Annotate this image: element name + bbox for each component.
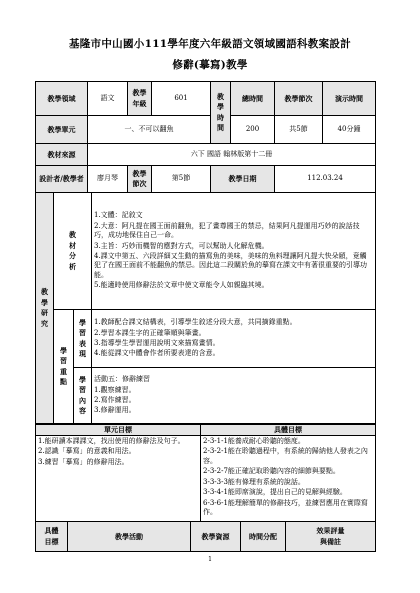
list-item: 2-3-2-7能正確記取聆聽內容的細節與要點。 (203, 467, 340, 476)
domain-label: 教學領域 (36, 82, 88, 116)
total-time-value: 200 (231, 116, 275, 144)
list-item: 1.能研讀本課課文，找出使用的修辭法及句子。 (38, 437, 185, 445)
designer-value: 廖月琴 (88, 166, 128, 193)
goals-table (35, 424, 376, 522)
list-item: 2.寫作練習。 (94, 396, 136, 404)
evaluation-col: 效果評量 與備註 (286, 522, 376, 552)
list-item: 3.主旨：巧妙而機智的應對方式，可以幫助人化解危機。 (94, 241, 269, 250)
list-item: 3-3-3-3能有條理有系統的說話。 (203, 477, 305, 486)
performance-content (92, 310, 376, 368)
performance-label: 學 習 表 現 (74, 310, 92, 368)
section-label: 教學節次 (275, 82, 323, 116)
list-item: 5.能適時使用修辭法於文章中使文章能令人如親臨其境。 (94, 281, 269, 290)
date-label: 教學日期 (211, 166, 275, 193)
activity-col: 教學活動 (68, 522, 191, 552)
content-label: 學 習 內 容 (74, 368, 92, 424)
specific-goals (201, 436, 376, 522)
material-label: 教材來源 (36, 144, 88, 166)
material-value: 六下 國語 翰林版第十二冊 (88, 144, 376, 166)
designer-label: 設計者/教學者 (36, 166, 88, 193)
list-item: 2.認識「摹寫」的意義和用法。 (38, 447, 136, 456)
list-item: 2-3-1-1能養成耐心聆聽的態度。 (203, 437, 305, 445)
grade-value: 601 (152, 82, 211, 116)
list-item: 3-3-4-1能即席演說，提出自己的見解與經驗。 (203, 488, 347, 497)
list-item: 6-3-6-1能理解簡單的修辭技巧，並練習應用在實際寫作。 (203, 498, 368, 517)
demo-time-label: 演示時間 (323, 82, 376, 116)
list-item: 1.觀察練習。 (94, 385, 136, 394)
material-analysis-label: 教 材 分 析 (54, 193, 92, 310)
document-title: 基隆市中山國小111學年度六年級語文領域國語科教案設計 (68, 38, 352, 50)
material-analysis-content (92, 193, 376, 310)
list-item: 活動五：修辭練習 (94, 375, 150, 384)
list-item: 4.能從課文中體會作者所要表達的含意。 (94, 349, 220, 358)
grade-label: 教學 年級 (128, 82, 152, 116)
list-item: 1.教師配合課文結構表，引導學生敘述分段大意，共同摘錄重點。 (94, 318, 297, 327)
list-item: 2.學習本課生字的正確筆順與筆畫。 (94, 328, 206, 337)
list-item: 4.課文中第五、六段詳細又生動的描寫魚的美味，美味的魚料理讓阿凡提大快朵頤，竟觸犯了在國王面前不能翻魚的禁忌。因此這二段關於魚的摹寫在課文中有著很重要的引導功能。 (94, 252, 367, 279)
list-item: 2-3-2-1能在聆聽過程中，有系統的歸納他人發表之內容。 (203, 447, 368, 465)
list-item: 3.練習「摹寫」的修辭用法。 (38, 457, 129, 466)
time-label: 教 學 時 間 (211, 82, 231, 144)
list-item: 3.修辭運用。 (94, 406, 136, 415)
specific-goal-col: 具體 目標 (36, 522, 68, 552)
activity-table (35, 521, 376, 552)
demo-time-value: 40分鐘 (323, 116, 376, 144)
focus-label: 學 習 重 點 (54, 310, 74, 424)
info-table (35, 81, 376, 193)
section2-value: 第5節 (152, 166, 211, 193)
list-item: 2.大意：阿凡提在國王面前翻魚，犯了畫尊國王的禁忌，結果阿凡提運用巧妙的說話技巧，成功地保住自己一命。 (94, 221, 360, 240)
content-content (92, 368, 376, 424)
unit-label: 教學單元 (36, 116, 88, 144)
unit-goals (36, 436, 201, 522)
time-col: 時間分配 (241, 522, 286, 552)
research-label: 教 學 研 究 (36, 193, 54, 424)
research-table (35, 192, 376, 424)
unit-value: 一、不可以翻魚 (88, 116, 211, 144)
page-number: 1 (208, 556, 212, 563)
section-value: 共5節 (275, 116, 323, 144)
section2-label: 教學 節次 (128, 166, 152, 193)
list-item: 1.文體：記敘文 (94, 211, 143, 220)
specific-goal-header: 具體目標 (201, 425, 376, 436)
total-time-label: 總時間 (231, 82, 275, 116)
list-item: 3.指導學生學習運用說明文來描寫畫情。 (94, 339, 220, 347)
resource-col: 教學資源 (191, 522, 241, 552)
domain-value: 語文 (88, 82, 128, 116)
unit-goal-header: 單元目標 (36, 425, 201, 436)
date-value: 112.03.24 (275, 166, 376, 193)
document-subtitle: 修辭(摹寫)教學 (172, 59, 248, 71)
